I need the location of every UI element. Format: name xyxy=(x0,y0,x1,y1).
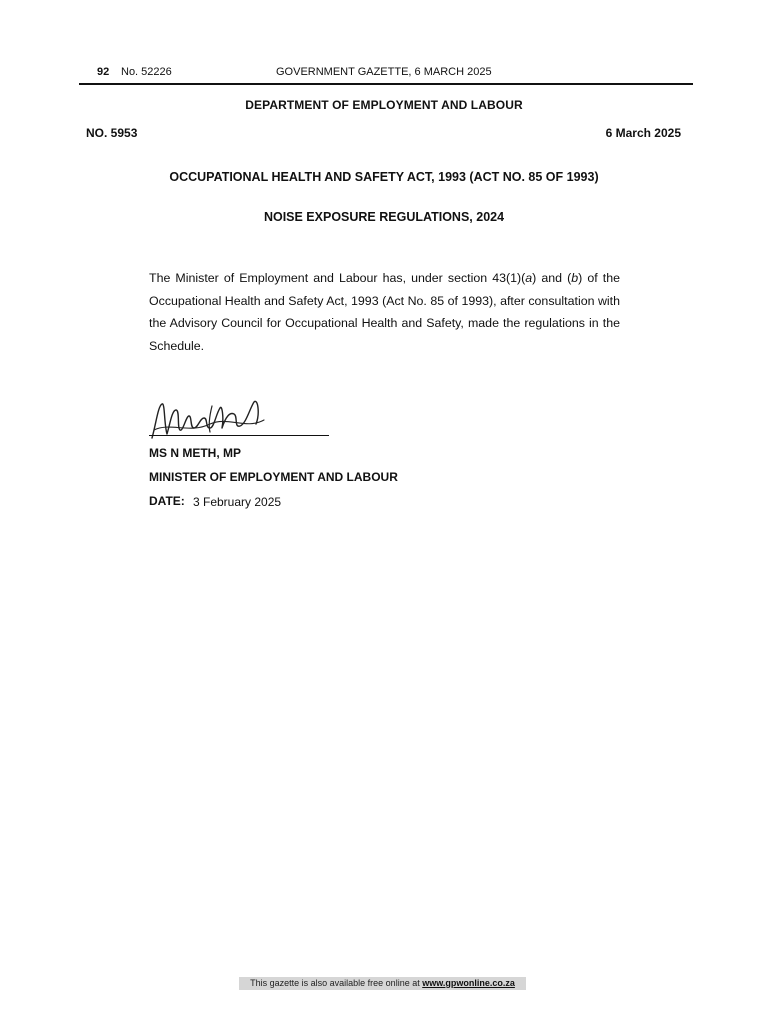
body-text-part: ) and ( xyxy=(532,271,572,285)
act-title: OCCUPATIONAL HEALTH AND SAFETY ACT, 1993 (ACT NO. 85 OF 1993) xyxy=(169,170,599,184)
signatory-name: MS N METH, MP xyxy=(149,446,241,460)
footer-link[interactable]: www.gpwonline.co.za xyxy=(422,978,515,988)
issue-number: No. 52226 xyxy=(121,66,172,78)
footer-banner xyxy=(239,977,526,990)
gazette-title: GOVERNMENT GAZETTE, 6 MARCH 2025 xyxy=(276,66,492,78)
department-heading: DEPARTMENT OF EMPLOYMENT AND LABOUR xyxy=(245,98,523,112)
footer-text: This gazette is also available free online at xyxy=(250,978,423,988)
notice-date: 6 March 2025 xyxy=(605,126,681,140)
signature-line xyxy=(149,435,329,436)
regulations-title: NOISE EXPOSURE REGULATIONS, 2024 xyxy=(263,210,505,224)
body-text-part: The Minister of Employment and Labour has, under section 43(1)( xyxy=(149,271,526,285)
body-text-italic: a xyxy=(525,271,533,285)
body-text-italic: b xyxy=(571,271,579,285)
page-number: 92 xyxy=(97,66,110,78)
date-value: 3 February 2025 xyxy=(193,495,282,509)
body-text-part: ) of the Occupational Health and Safety Act, 1993 (Act No. 85 of 1993), after consultation with the Advisory Council for Occupational Health and Safety, made the regulations in the Schedule. xyxy=(149,271,620,353)
date-label: DATE: xyxy=(149,494,185,508)
header-divider xyxy=(79,83,693,85)
body-paragraph xyxy=(149,267,620,357)
notice-number: NO. 5953 xyxy=(86,126,138,140)
signatory-position: MINISTER OF EMPLOYMENT AND LABOUR xyxy=(149,470,398,484)
